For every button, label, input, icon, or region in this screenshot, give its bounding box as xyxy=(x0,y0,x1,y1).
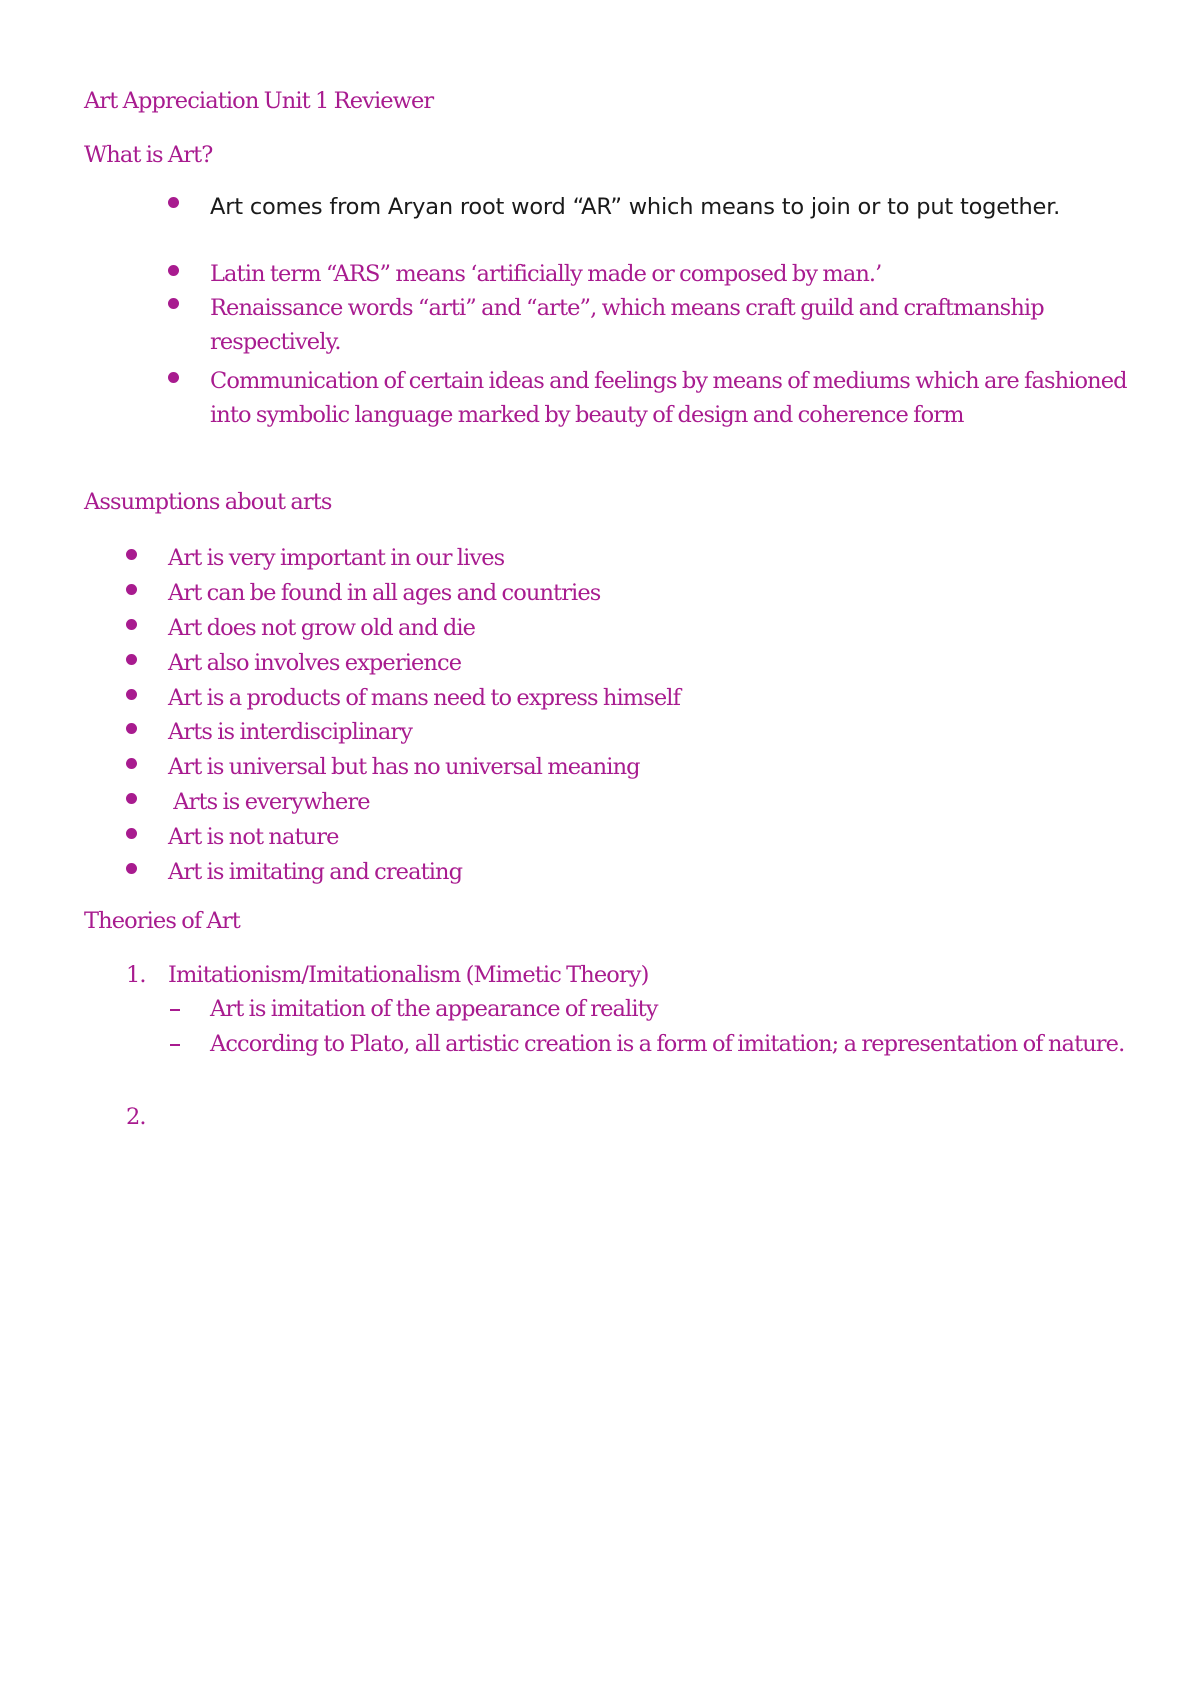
list-item: Art does not grow old and die xyxy=(168,615,476,641)
bullet-icon xyxy=(126,758,137,769)
bullet-icon xyxy=(126,828,137,839)
list-item: Art also involves experience xyxy=(168,650,462,676)
dash-icon xyxy=(170,1044,180,1046)
list-item: Art is imitation of the appearance of reality xyxy=(210,996,658,1022)
section-heading-assumptions: Assumptions about arts xyxy=(84,489,332,515)
list-item: Art can be found in all ages and countries xyxy=(168,580,601,606)
bullet-icon xyxy=(168,197,179,208)
list-item: Renaissance words “arti” and “arte”, which means craft guild and craftmanship respectively. xyxy=(210,295,1044,355)
list-item: Imitationism/Imitationalism (Mimetic Theory) xyxy=(168,962,649,988)
bullet-icon xyxy=(168,298,179,309)
list-item: Arts is interdisciplinary xyxy=(168,719,413,745)
bullet-icon xyxy=(126,584,137,595)
bullet-icon xyxy=(126,863,137,874)
bullet-icon xyxy=(126,549,137,560)
list-number: 1. xyxy=(126,962,146,988)
document-title: Art Appreciation Unit 1 Reviewer xyxy=(84,88,434,114)
list-item: According to Plato, all artistic creation is a form of imitation; a representation of nature. xyxy=(210,1031,1125,1057)
bullet-icon xyxy=(126,793,137,804)
bullet-icon xyxy=(126,689,137,700)
list-item: Latin term “ARS” means ‘artificially made or composed by man.’ xyxy=(210,261,882,287)
section-heading-theories: Theories of Art xyxy=(84,908,240,934)
section-heading-what-is-art: What is Art? xyxy=(84,142,213,168)
bullet-icon xyxy=(126,619,137,630)
list-item: Art is very important in our lives xyxy=(168,545,505,571)
list-item: Arts is everywhere xyxy=(168,789,370,815)
list-item: Art is universal but has no universal meaning xyxy=(168,754,640,780)
dash-icon xyxy=(170,1009,180,1011)
list-item: Communication of certain ideas and feelings by means of mediums which are fashioned into symbolic language marked by beauty of design and coherence form xyxy=(210,368,1127,428)
list-item: Art is a products of mans need to express himself xyxy=(168,685,681,711)
list-item: Art is not nature xyxy=(168,824,339,850)
bullet-icon xyxy=(126,654,137,665)
list-item: Art is imitating and creating xyxy=(168,859,463,885)
list-number: 2. xyxy=(126,1104,146,1130)
bullet-icon xyxy=(126,723,137,734)
list-item: Art comes from Aryan root word “AR” which means to join or to put together. xyxy=(210,194,1061,220)
bullet-icon xyxy=(168,265,179,276)
bullet-icon xyxy=(168,372,179,383)
